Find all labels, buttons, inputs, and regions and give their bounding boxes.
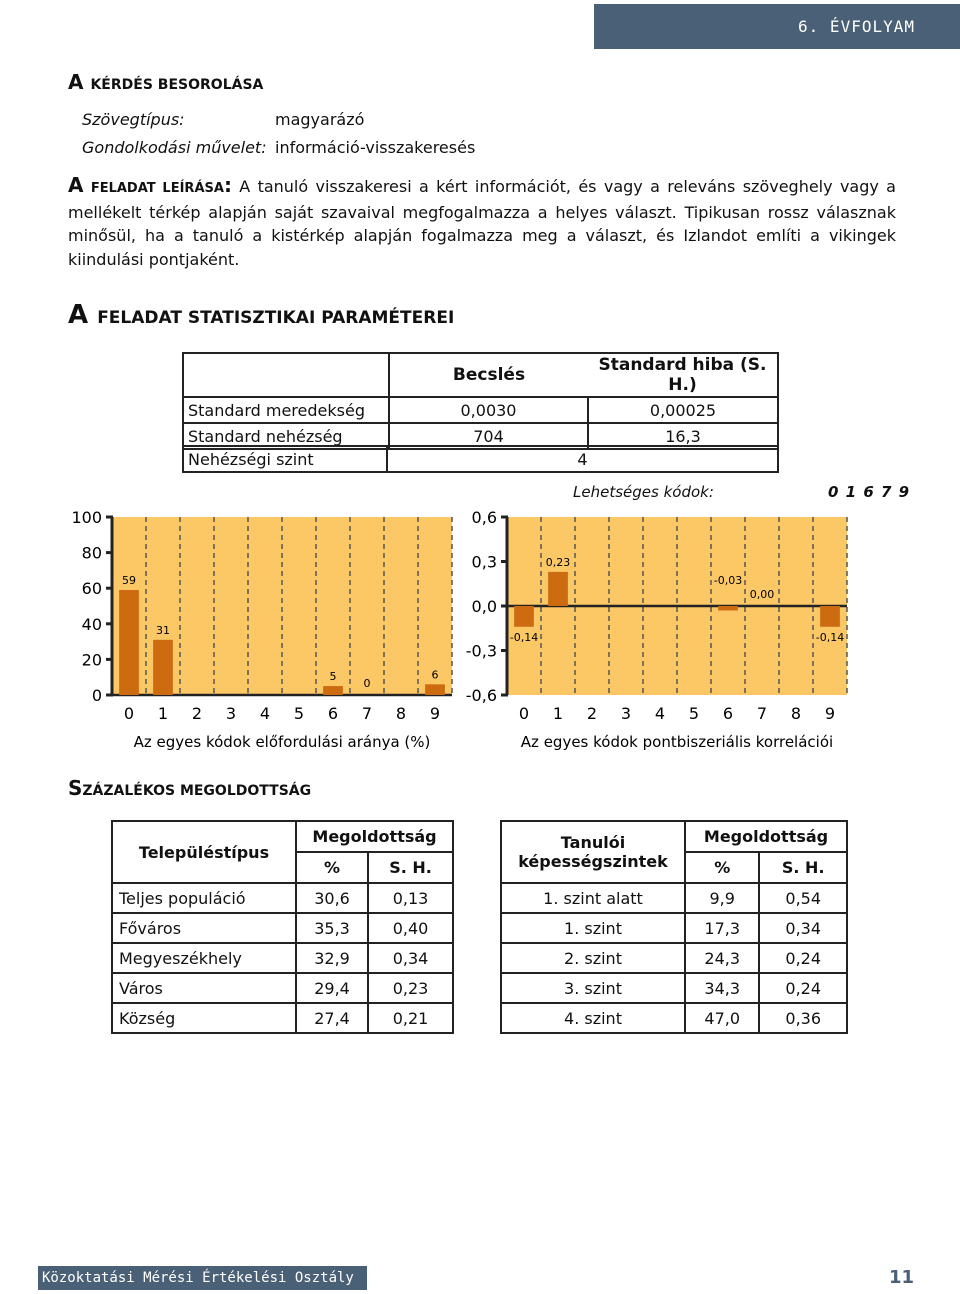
stats-heading: A FELADAT STATISZTIKAI PARAMÉTEREI: [68, 300, 455, 330]
classification-heading: A KÉRDÉS BESOROLÁSA: [68, 70, 264, 94]
x-tick-label: 4: [259, 704, 271, 723]
difficulty-value: 4: [387, 446, 778, 472]
bar: [514, 606, 534, 627]
frequency-chart: [60, 505, 460, 765]
y-tick-label: 100: [71, 508, 102, 527]
table-row: Főváros 35,3 0,40: [112, 913, 453, 943]
bar-value-label: -0,03: [713, 574, 743, 587]
x-tick-label: 1: [157, 704, 169, 723]
footer-org: Közoktatási Mérési Értékelési Osztály: [38, 1266, 367, 1290]
bar-value-label: 5: [329, 670, 337, 684]
y-tick-label: 0,3: [471, 552, 497, 572]
x-tick-label: 2: [586, 704, 598, 723]
table-row: Város 29,4 0,23: [112, 973, 453, 1003]
table-row: 1. szint 17,3 0,34: [501, 913, 847, 943]
page-number: 11: [888, 1267, 914, 1288]
bar: [153, 640, 173, 695]
task-description: A FELADAT LEÍRÁSA: A tanuló visszakeresi a kért információt, és vagy a releváns szöveghely vagy a mellékelt térkép alapján saját szavaival megfogalmazza a helyes választ. Tipikusan rossz válasznak minősül, ha a tanuló a kistérkép alapján fogalmazza meg a választ, és Izlandot említi a vikingek kiindulási pontjaként.: [68, 173, 896, 269]
table-row: 3. szint 34,3 0,24: [501, 973, 847, 1003]
table-row: 4. szint 47,0 0,36: [501, 1003, 847, 1033]
table-row: 2. szint 24,3 0,24: [501, 943, 847, 973]
bar: [323, 686, 343, 695]
bar-value-label: 31: [156, 623, 170, 637]
table-row: 1. szint alatt 9,9 0,54: [501, 883, 847, 913]
bar: [820, 606, 840, 627]
x-tick-label: 0: [123, 704, 135, 723]
bar: [718, 606, 738, 610]
y-tick-label: 60: [81, 579, 102, 599]
y-tick-label: 0,6: [471, 508, 497, 527]
text-type-label: Szövegtípus:: [82, 110, 185, 129]
y-tick-label: 20: [81, 650, 102, 670]
operation-value: információ-visszakeresés: [275, 138, 476, 157]
x-tick-label: 7: [361, 704, 373, 723]
x-tick-label: 2: [191, 704, 203, 723]
x-tick-label: 0: [518, 704, 530, 723]
x-tick-label: 1: [552, 704, 564, 723]
bar: [119, 590, 139, 695]
correlation-chart: [465, 505, 865, 765]
table-row: Község 27,4 0,21: [112, 1003, 453, 1033]
x-tick-label: 3: [620, 704, 632, 723]
bar-value-label: 59: [122, 573, 136, 587]
description-text: A tanuló visszakeresi a kért információt, és vagy a releváns szöveghely vagy a mellékelt térkép alapján saját szavaival megfogalmazza a helyes választ. Tipikusan rossz válasznak minősül, ha a tanuló a kistérkép alapján fogalmazza meg a választ, és Izlandot említi a vikingek kiindulási pontjaként.: [68, 177, 896, 269]
solved-heading: SZÁZALÉKOS MEGOLDOTTSÁG: [68, 776, 312, 800]
y-tick-label: -0,6: [465, 686, 497, 705]
bar: [425, 684, 445, 695]
x-tick-label: 9: [429, 704, 441, 723]
x-tick-label: 7: [756, 704, 768, 723]
table-row: Megyeszékhely 32,9 0,34: [112, 943, 453, 973]
x-tick-label: 3: [225, 704, 237, 723]
x-tick-label: 5: [688, 704, 700, 723]
operation-label: Gondolkodási művelet:: [82, 138, 267, 157]
x-tick-label: 6: [327, 704, 339, 723]
bar-value-label: 0,00: [749, 588, 775, 601]
y-tick-label: 80: [81, 543, 102, 563]
grade-badge: 6. ÉVFOLYAM: [594, 4, 960, 49]
bar-value-label: 0,23: [545, 555, 571, 569]
x-tick-label: 5: [293, 704, 305, 723]
x-tick-label: 6: [722, 704, 734, 723]
settlement-table: Településtípus Megoldottság % S. H. Teljes populáció 30,6 0,13 Főváros 35,3 0,40 Megyeszékhely 32,9 0,34 Város 29,4 0,23 Község 27,4 0,21: [111, 820, 454, 1034]
codes-value: 0 1 6 7 9: [828, 483, 911, 501]
table-row: Standard meredekség 0,0030 0,00025: [183, 397, 778, 423]
y-tick-label: 40: [81, 614, 102, 634]
x-tick-label: 8: [395, 704, 407, 723]
difficulty-table: [182, 445, 779, 473]
x-tick-label: 4: [654, 704, 666, 723]
codes-label: Lehetséges kódok:: [573, 483, 714, 501]
x-tick-label: 8: [790, 704, 802, 723]
table-row: Standard nehézség 704 16,3: [183, 423, 778, 449]
y-tick-label: 0: [91, 686, 102, 705]
chart-title: Az egyes kódok előfordulási aránya (%): [133, 733, 431, 751]
chart-title: Az egyes kódok pontbiszeriális korrelációi: [520, 733, 834, 751]
stats-table: Becslés Standard hiba (S. H.) Standard meredekség 0,0030 0,00025 Standard nehézség 704 16,3: [182, 352, 779, 450]
difficulty-label: Nehézségi szint: [183, 446, 387, 472]
y-tick-label: 0,0: [471, 597, 497, 616]
y-tick-label: -0,3: [465, 641, 497, 661]
table-row: Teljes populáció 30,6 0,13: [112, 883, 453, 913]
bar-value-label: 6: [431, 668, 439, 682]
bar-value-label: -0,14: [815, 630, 845, 644]
bar-value-label: -0,14: [509, 630, 539, 644]
bar: [548, 572, 568, 606]
x-tick-label: 9: [824, 704, 836, 723]
levels-table: Tanulói képességszintek Megoldottság % S. H. 1. szint alatt 9,9 0,54 1. szint 17,3 0,34 2. szint 24,3 0,24 3. szint 34,3 0,24 4. szint 47,0 0,36: [500, 820, 848, 1034]
bar-value-label: 0: [363, 677, 371, 690]
text-type-value: magyarázó: [275, 110, 365, 129]
